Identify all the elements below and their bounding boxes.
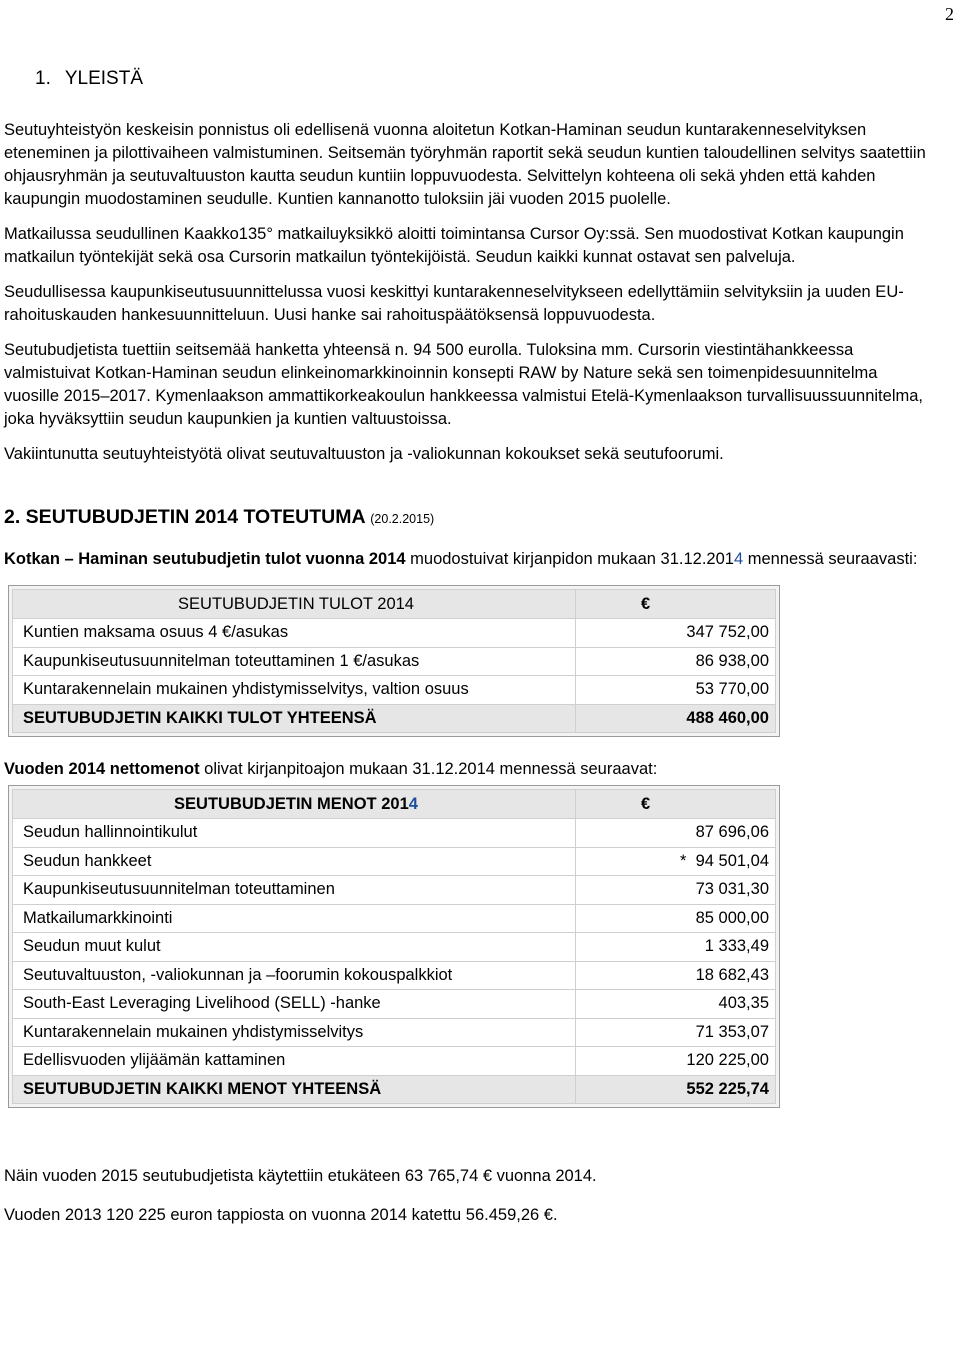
expense-header-accent: 4 — [408, 794, 418, 813]
paragraph-1: Seutuyhteistyön keskeisin ponnistus oli edellisenä vuonna aloitetun Kotkan-Haminan seudun kuntarakenneselvityksen eteneminen ja pilottivaiheen valmistuminen. Seitsemän työryhmän raportit sekä seudun kuntien taloudellinen selvitys saatettiin ohjausryhmän ja seutuvaltuuston kautta seudun kuntiin loppuvuodesta. Selvittelyn kohteena oli sekä yhden että kahden kaupungin muodostaminen seudulle. Kuntien kannanotto tuloksiin jäi vuoden 2015 puolelle. — [4, 121, 926, 208]
expense-row-label: South-East Leveraging Livelihood (SELL) -hanke — [13, 990, 576, 1019]
income-intro-text-a: muodostuivat kirjanpidon mukaan 31.12.201 — [405, 550, 734, 568]
paragraph-2: Matkailussa seudullinen Kaakko135° matkailuyksikkö aloitti toimintansa Cursor Oy:ssä. Sen muodostivat Kotkan kaupungin matkailun työntekijät sekä osa Cursorin matkailun työntekijöistä. Seudun kaikki kunnat ostavat sen palveluja. — [4, 225, 904, 266]
section-2-title: 2. SEUTUBUDJETIN 2014 TOTEUTUMA — [4, 506, 365, 528]
expense-row-amount: 73 031,30 — [576, 876, 776, 905]
expense-row-amount: * 94 501,04 — [576, 847, 776, 876]
income-table-header — [13, 590, 776, 619]
income-intro — [4, 548, 936, 571]
expense-row-label: Matkailumarkkinointi — [13, 904, 576, 933]
expense-row-amount: 71 353,07 — [576, 1018, 776, 1047]
expense-row-amount: 403,35 — [576, 990, 776, 1019]
expense-table-header — [13, 790, 776, 819]
expense-row-amount: 1 333,49 — [576, 933, 776, 962]
expense-header-unit: € — [576, 790, 776, 819]
expense-row-label: Seutuvaltuuston, -valiokunnan ja –foorumin kokouspalkkiot — [13, 961, 576, 990]
page-number: 2 — [945, 4, 954, 24]
expense-header-label — [13, 790, 576, 819]
expense-total-label: SEUTUBUDJETIN KAIKKI MENOT YHTEENSÄ — [13, 1075, 576, 1104]
section-1-heading — [35, 66, 936, 92]
income-intro-bold: Kotkan – Haminan seutubudjetin tulot vuonna 2014 — [4, 550, 406, 568]
paragraph-4: Seutubudjetista tuettiin seitsemää hanketta yhteensä n. 94 500 eurolla. Tuloksina mm. Cursorin viestintähankkeessa valmistuivat Kotkan-Haminan seudun elinkeinomarkkinoinnin konsepti RAW by Nature sekä sen toimenpidesuunnitelma vuosille 2015–2017. Kymenlaakson ammattikorkeakoulun hankkeessa valmistui Etelä-Kymenlaakson turvallisuussuunnitelma, joka hyväksyttiin seudun kaupunkien ja kuntien valtuustoissa. — [4, 341, 923, 428]
table-row — [13, 1047, 776, 1076]
table-row — [13, 1018, 776, 1047]
income-row-label: Kuntarakennelain mukainen yhdistymisselvitys, valtion osuus — [13, 676, 576, 705]
expense-table-frame — [8, 785, 780, 1108]
income-table-frame — [8, 585, 780, 737]
expense-intro-text: olivat kirjanpitoajon mukaan 31.12.2014 mennessä seuraavat: — [199, 760, 658, 778]
expense-row-amount: 120 225,00 — [576, 1047, 776, 1076]
expense-intro-bold: Vuoden 2014 nettomenot — [4, 760, 200, 778]
expense-row-amount: 87 696,06 — [576, 819, 776, 848]
table-row — [13, 933, 776, 962]
income-total-amount: 488 460,00 — [576, 704, 776, 733]
income-row-amount: 53 770,00 — [576, 676, 776, 705]
closing-paragraph-2: Vuoden 2013 120 225 euron tappiosta on vuonna 2014 katettu 56.459,26 €. — [4, 1206, 558, 1224]
income-header-unit: € — [576, 590, 776, 619]
income-row-amount: 86 938,00 — [576, 647, 776, 676]
expense-row-label: Seudun hallinnointikulut — [13, 819, 576, 848]
income-total-label: SEUTUBUDJETIN KAIKKI TULOT YHTEENSÄ — [13, 704, 576, 733]
income-header-label: SEUTUBUDJETIN TULOT 2014 — [13, 590, 576, 619]
expense-table — [12, 789, 776, 1104]
section-1-number: 1. — [35, 68, 51, 89]
table-row — [13, 904, 776, 933]
table-row — [13, 876, 776, 905]
expense-intro — [4, 758, 936, 781]
income-table — [12, 589, 776, 733]
closing-paragraph-1: Näin vuoden 2015 seutubudjetista käytettiin etukäteen 63 765,74 € vuonna 2014. — [4, 1167, 597, 1185]
table-row — [13, 990, 776, 1019]
income-intro-text-b: mennessä seuraavasti: — [743, 550, 918, 568]
expense-row-amount: 18 682,43 — [576, 961, 776, 990]
expense-total-amount: 552 225,74 — [576, 1075, 776, 1104]
paragraph-3: Seudullisessa kaupunkiseutusuunnittelussa vuosi keskittyi kuntarakenneselvitykseen edellyttämiin selvityksiin ja uuden EU-rahoituskauden hankesuunnitteluun. Uusi hanke sai rahoituspäätöksensä loppuvuodesta. — [4, 283, 904, 324]
section-2-date: (20.2.2015) — [370, 512, 435, 526]
table-row — [13, 647, 776, 676]
income-intro-accent: 4 — [733, 550, 744, 568]
income-row-label: Kuntien maksama osuus 4 €/asukas — [13, 619, 576, 648]
expense-row-label: Kaupunkiseutusuunnitelman toteuttaminen — [13, 876, 576, 905]
paragraph-5: Vakiintunutta seutuyhteistyötä olivat seutuvaltuuston ja -valiokunnan kokoukset sekä seutufoorumi. — [4, 445, 724, 463]
income-row-label: Kaupunkiseutusuunnitelman toteuttaminen 1 €/asukas — [13, 647, 576, 676]
expense-row-label: Kuntarakennelain mukainen yhdistymisselvitys — [13, 1018, 576, 1047]
expense-total-row — [13, 1075, 776, 1104]
page-content — [4, 66, 936, 1239]
table-row — [13, 819, 776, 848]
expense-row-label: Seudun hankkeet — [13, 847, 576, 876]
table-row — [13, 961, 776, 990]
income-total-row — [13, 704, 776, 733]
section-1-title: YLEISTÄ — [64, 68, 144, 89]
table-row — [13, 676, 776, 705]
table-row — [13, 619, 776, 648]
table-row — [13, 847, 776, 876]
expense-header-text: SEUTUBUDJETIN MENOT 201 — [174, 794, 409, 813]
expense-row-label: Edellisvuoden ylijäämän kattaminen — [13, 1047, 576, 1076]
expense-row-label: Seudun muut kulut — [13, 933, 576, 962]
income-row-amount: 347 752,00 — [576, 619, 776, 648]
section-2-heading — [4, 504, 936, 532]
expense-row-amount: 85 000,00 — [576, 904, 776, 933]
